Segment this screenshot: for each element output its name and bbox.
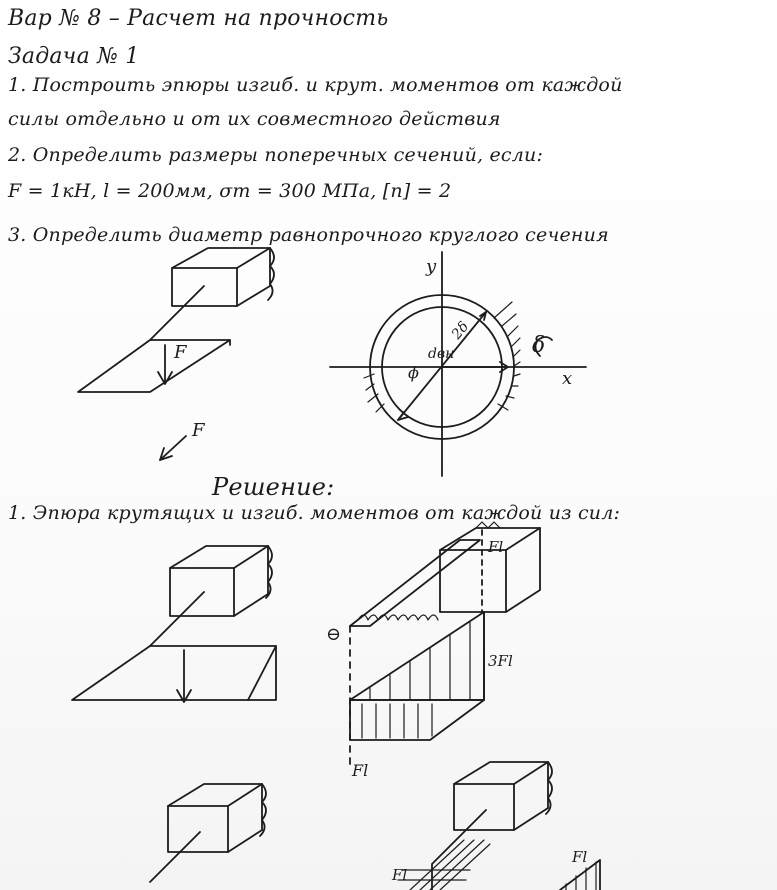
bottom-left-fl-label: Fl xyxy=(392,866,408,884)
task-line-3: 2. Определить размеры поперечных сечений, если: xyxy=(8,144,544,166)
task-line-5: 3. Определить диаметр равнопрочного круглого сечения xyxy=(8,224,609,246)
outer-label: 2δ xyxy=(448,319,473,343)
inner-diameter-label: dвн xyxy=(428,346,455,362)
moment-diagram-1 xyxy=(350,522,540,770)
task-line-4: F = 1кН, l = 200мм, σт = 300 МПа, [n] = 2 xyxy=(8,180,452,202)
thickness-label: δ xyxy=(532,333,546,358)
frame-sketch-2 xyxy=(72,546,276,702)
torque-top-label: Fl xyxy=(488,538,504,556)
solution-line: 1. Эпюра крутящих и изгиб. моментов от каждой из сил: xyxy=(8,502,621,524)
bottom-right-fl-label: Fl xyxy=(572,848,588,866)
sign-label: ⊖ xyxy=(326,624,342,645)
force-label-1: F xyxy=(174,342,187,363)
ring-cross-section xyxy=(330,252,586,476)
task-line-1: 1. Построить эпюры изгиб. и крут. моментов от каждой xyxy=(8,74,623,96)
page-title: Вар № 8 – Расчет на прочность xyxy=(8,6,389,31)
force-label-2: F xyxy=(192,420,205,441)
frame-sketch-3 xyxy=(150,784,266,882)
axis-y-label: y xyxy=(426,256,437,277)
moment-diagram-2 xyxy=(398,762,600,890)
task-number: Задача № 1 xyxy=(8,44,140,69)
moment-fl-label: Fl xyxy=(352,761,369,780)
moment-3fl-label: 3Fl xyxy=(488,652,513,670)
axis-x-label: x xyxy=(562,368,573,389)
solution-heading: Решение: xyxy=(212,473,335,501)
phi-label: ϕ xyxy=(408,363,419,382)
task-line-2: силы отдельно и от их совместного действия xyxy=(8,108,501,130)
